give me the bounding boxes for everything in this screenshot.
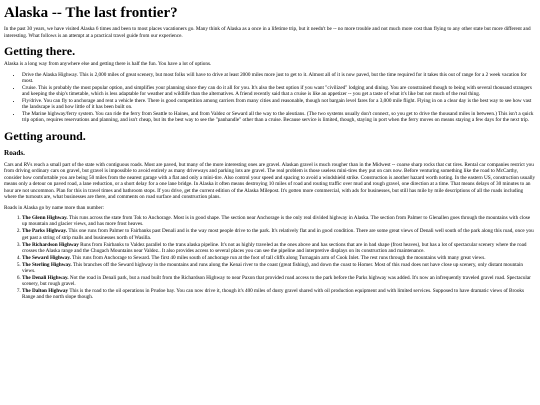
road-description: This is the road to the oil operations in Prudoe bay. You can now drive it, though it's 400 miles of dusty gravel shared with oil production equipment and with limited services. Supposed to have dramatic views of Brooks Range and the north slope though. (22, 287, 525, 301)
road-description: Not the road in Denali park, but a road built from the Richardson Highway to near Paxon that provided road access to the park before the Parks highway was added. It's now an infrequently traveled gravel road. Spectacular scenery, but rough gravel. (22, 274, 531, 288)
roads-paragraph: Cars and RVs reach a small part of the state with contiguous roads. Most are paved, but many of the more interesting ones are gravel. Alaskan gravel is much rougher than in the Midwest -- coarse sharp rocks that cut tires. Rental car companies restrict you from driving ordinary cars on gravel, but gravel is impossible to avoid entirely as many driveways and parking lots are gravel. The real problem is those useless mini-tires they put on cars now. Before venturing something like the road to McCarthy, consider how comfortable you are being 50 miles from the nearest garage with a flat and only a mini-tire. Also control your speed and spacing to avoid a windshield strike. Construction is another hazard worth noting. In the eastern US, construction usually means only a detour on paved road, a lane reduction, or a short delay for a one lane bridge. In Alaska it often means destroying 10 miles of road and routing traffic over mud and rough gravel, one direction at a time. That means delays of 30 minutes to an hour are not uncommon. Plan for this in travel times and bathroom stops. If you drive, get the current edition of the Alaska Milepost. It's gotten more commercial, with ads for businesses, but still has mile by mile descriptions of all the roads including where the turnouts are, what businesses are there, and comments on road surface and construction plans. (4, 161, 536, 201)
list-item: • The Marine highway/ferry system. You can ride the ferry from Seattle to Haines, and from Valdez or Seward all the way to the aleutians. (The two systems usually don't connect, so you get to drive the thousand miles in between.) This isn't a quick trip option, requires reservations and planning, and isn't cheap, but its the best way to see the "panhandle" other than a cruise. Because service is limited, though, staying in port when the ferry moves on means staying a few days for the next trip. (22, 111, 536, 124)
road-name: The Parks Highway. (22, 228, 68, 235)
list-item (22, 288, 536, 301)
list-item (22, 255, 536, 261)
list-item (22, 275, 536, 288)
getting-there-intro: Alaska is a long way from anywhere else and getting there is half the fun. You have a lot of options. (4, 61, 212, 67)
list-item: • Drive the Alaska Highway. This is 2,000 miles of great scenery, but most folks will have to drive at least 2000 miles more just to get to it. Almost all of it is now paved, but the time required for it takes this out of range for a 2 week vacation for most. (22, 72, 536, 85)
list-item (22, 215, 536, 228)
getting-there-heading: Getting there. (4, 44, 76, 58)
getting-there-list (4, 72, 536, 124)
road-description: This branches off the Seward highway in the mountains and runs along the Kenai river to the coast (great fishing), and down the coast to Homer. Most of this road does not have close up scenery, only distant mountain views. (22, 261, 523, 274)
road-name: The Richardson Highway (22, 241, 79, 248)
road-description: This one runs from Palmer to Fairbanks past Denali and is the way most people drive to the park. It's relatively flat and in good condition. There are some great views of Denali well south of the park along this road, once you get past a string of strip malls and businesses north of Wasilla. (22, 228, 534, 241)
roads-list-intro: Roads in Alaska go by name more than number: (4, 204, 104, 211)
page-title: Alaska -- The last frontier? (4, 5, 178, 21)
road-description: This runs across the state from Tok to Anchorage. Most is in good shape. The section near Anchorage is the only real divided highway in Alaska. The section from Palmer to Glenallen goes through the mountains with close up mountain and glacier views, and has more frost heaves. (22, 215, 531, 228)
list-item: • Fly/drive. You can fly to anchorage and rent a vehicle there. There is good competition among carriers from many cities and reasonable, though not bargain level fares for a 3,000 mile flight. Flying in on a clear day is the best way to see how vast the landscape is and how little of it has been built on. (22, 98, 536, 111)
road-description: Runs from Fairbanks to Valdez parallel to the trans alaska pipeline. It's not as highly traveled as the ones above and has sections that are in bad shape (frost heaves), but has a lot of spectacular scenery where the road crosses the Alaska range and the Chugach Mountains near Valdez.. It also provides access to several places you can see the pipeline and interpretive displays on its construction and maintenance. (22, 241, 527, 254)
getting-around-heading: Getting around. (4, 128, 86, 143)
document-page (4, 0, 536, 305)
road-name: The Glenn Highway. (22, 215, 68, 222)
list-item (22, 262, 536, 275)
list-item (22, 242, 536, 255)
roads-heading: Roads. (4, 148, 25, 157)
road-name: The Sterling Highway. (22, 261, 72, 268)
list-item (22, 228, 536, 241)
intro-paragraph: In the past 30 years, we have visited Alaska 6 times and been to most places vacationers go. Many think of Alaska as a once in a lifetime trip, but it needn't be -- no more trouble and not much more cost than flying to any other state but more different and interesting. What follows is an attempt at a practical travel guide from our experience. (4, 26, 531, 39)
road-name: The Denali Highway. (22, 274, 69, 281)
roads-list (4, 215, 536, 300)
road-name: The Seward Highway. (22, 254, 71, 261)
list-item: • Cruise. This is probably the most popular option, and simplifies your planning since they can do it all for you. It's also the best option if you want "civilized" lodging and dining. You are constrained though to being with several thousand strangers and keeping the ship's timetable, which is less adaptable for weather and wildlife than the alternatives. A friend recently said that a cruise is like an appetizer -- you get a taste of what it's like but not much of the real thing. (22, 85, 536, 98)
road-description: This runs from Anchorage to Seward. The first 40 miles south of anchorage run at the foot of tall cliffs along Turnagain arm of Cook Inlet. The rest runs through the mountains with many great views. (72, 254, 486, 261)
road-name: The Dalton Highway (22, 287, 69, 294)
